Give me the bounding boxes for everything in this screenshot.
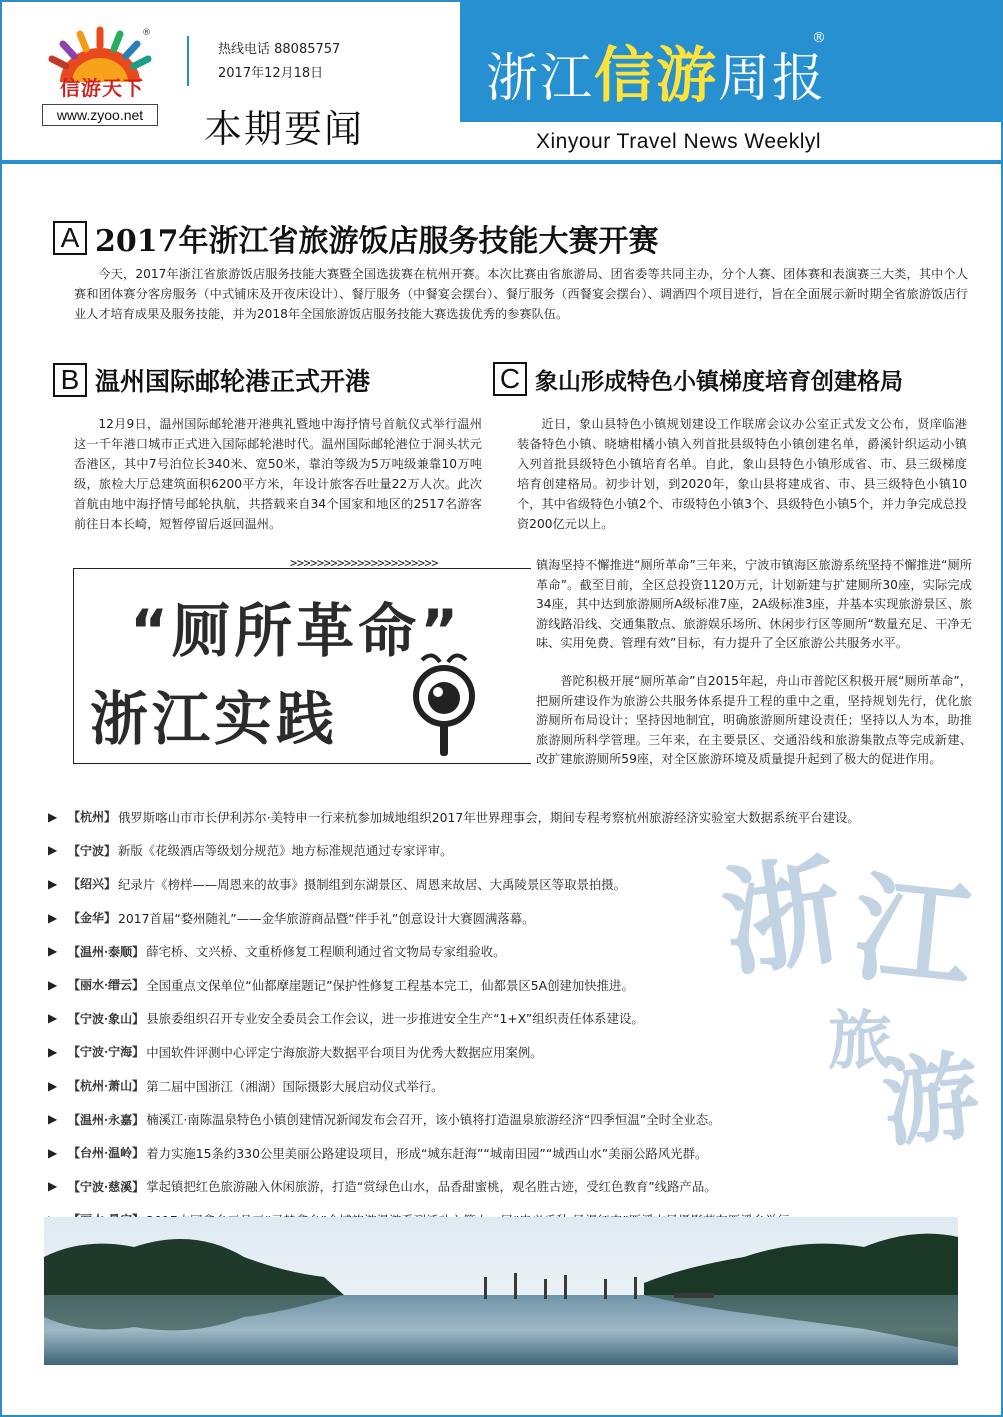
feature-para-putuo: 普陀积极开展“厕所革命”自2015年起，舟山市普陀区积极开展“厕所革命”，把厕所建设作为旅游公共服务体系提升工程的重中之重，坚持规划先行，优化旅游厕所布局设计；坚持因地制宜，明确旅游厕所建设责任；坚持以人为本，助推旅游厕所科学管理。三年来，在主要景区、交通沿线和旅游集散点等完成新建、改扩建旅游厕所59座，对全区旅游环境及质量提升起到了极大的促进作用。 [536,674,972,766]
issue-title: 本期要闻 [204,107,365,151]
section-c-heading [493,362,903,396]
region-tag: 【宁波】 [68,843,117,858]
magnifier-eye-icon [404,650,484,760]
region-tag: 【金华】 [68,911,117,926]
section-b-letter: B [53,363,87,397]
calligraphy-char-2: 江 [847,857,979,1008]
list-item[interactable] [48,1035,978,1069]
registered-mark: ® [142,28,151,38]
region-tag: 【杭州·萧山】 [68,1079,145,1094]
section-b-title: 温州国际邮轮港正式开港 [95,367,371,396]
list-item[interactable] [48,834,978,868]
play-arrow-icon: ▶ [48,944,58,959]
masthead-title [486,28,826,114]
news-text: 2017首届“婺州随礼”——金华旅游商品暨“伴手礼”创意设计大赛圆满落幕。 [118,910,535,926]
calligraphy-char-3: 旅 [828,1004,892,1079]
region-tag: 【台州·温岭】 [68,1146,145,1161]
news-text: 全国重点文保单位“仙都摩崖题记”保护性修复工程基本完工，仙都景区5A创建加快推进。 [146,977,634,993]
list-item[interactable] [48,867,978,901]
play-arrow-icon: ▶ [48,977,58,992]
region-tag: 【宁波·慈溪】 [68,1179,145,1194]
news-text: 着力实施15条约330公里美丽公路建设项目，形成“城东赶海”“城南田园”“城西山水”美丽公路风光群。 [146,1145,708,1161]
header-rule [2,160,1001,164]
masthead-brand: 信游 [594,41,719,111]
section-c-body: 近日，象山县特色小镇规划建设工作联席会议办公室正式发文公布，贤庠临港装备特色小镇、晓塘柑橘小镇入列首批县级特色小镇创建名单，爵溪针织运动小镇入列首批县级特色小镇培育名单。自此，象山县特色小镇形成省、市、县三级梯度培育创建格局。初步计划，到2020年，象山县将建成省、市、县三级特色小镇10个，其中省级特色小镇2个、市级特色小镇3个、县级特色小镇5个，并力争完成总投资200亿元以上。 [517,417,967,531]
calligraphy-char-4: 游 [877,1038,985,1161]
news-text: 俄罗斯喀山市市长伊利苏尔·美特申一行来杭参加城地组织2017年世界理事会，期间专程考察杭州旅游经济实验室大数据系统平台建设。 [118,809,860,825]
logo-text: 信游天下 [60,76,144,100]
list-item[interactable] [48,1136,978,1170]
region-tag: 【绍兴】 [68,877,117,892]
play-arrow-icon: ▶ [48,1011,58,1026]
header-divider [187,36,189,86]
section-a-body: 今天，2017年浙江省旅游饭店服务技能大赛暨全国选拔赛在杭州开赛。本次比赛由省旅游局、团省委等共同主办，分个人赛、团体赛和表演赛三大类，其中个人赛和团体赛分客房服务（中式铺床及开夜床设计）、餐厅服务（中餐宴会摆台）、餐厅服务（西餐宴会摆台）、调酒四个项目进行，旨在全面展示新时期全省旅游饭店行业人才培育成果及服务技能，并为2018年全国旅游饭店服务技能大赛选拔优秀的参赛队伍。 [74,267,968,321]
list-item[interactable] [48,1069,978,1103]
section-c-title: 象山形成特色小镇梯度培育创建格局 [535,367,903,395]
feature-headline-2: 浙江实践 [90,685,339,753]
masthead-registered-mark: ® [812,30,826,46]
region-tag: 【杭州】 [68,810,117,825]
list-item[interactable] [48,901,978,935]
list-item[interactable] [48,1002,978,1036]
list-item[interactable] [48,968,978,1002]
list-item[interactable] [48,800,978,834]
lake-landscape-photo [44,1217,958,1365]
calligraphy-char-1: 浙 [714,839,851,994]
play-arrow-icon: ▶ [48,876,58,891]
list-item[interactable] [48,934,978,968]
play-arrow-icon: ▶ [48,910,58,925]
issue-date: 2017年12月18日 [218,66,324,81]
section-a-heading [53,216,659,260]
play-arrow-icon: ▶ [48,1112,58,1127]
news-text: 掌起镇把红色旅游融入休闲旅游，打造“赏绿色山水，品香甜蜜桃，观名胜古迹，受红色教育”线路产品。 [146,1179,717,1195]
news-text: 中国软件评测中心评定宁海旅游大数据平台项目为优秀大数据应用案例。 [146,1044,543,1060]
section-b-heading [53,362,370,398]
play-arrow-icon: ▶ [48,809,58,824]
news-list [48,800,978,1237]
region-tag: 【宁波·宁海】 [68,1045,145,1060]
play-arrow-icon: ▶ [48,1044,58,1059]
play-arrow-icon: ▶ [48,1179,58,1194]
region-tag: 【温州·泰顺】 [68,944,145,959]
hotline-text: 热线电话 88085757 [218,42,341,57]
feature-para-zhenhai: 镇海坚持不懈推进“厕所革命”三年来，宁波市镇海区旅游系统坚持不懈推进“厕所革命”。截至目前，全区总投资1120万元，计划新建与扩建厕所30座，实际完成34座，其中达到旅游厕所A级标准7座，2A级标准3座，并基本实现旅游景区、旅游线路沿线、交通集散点、旅游娱乐场所、休闲步行区等厕所“数量充足、干净无味、实用免费、管理有效”目标，有力提升了全区旅游公共服务水平。 [536,558,972,650]
region-tag: 【宁波·象山】 [68,1011,145,1026]
region-tag: 【温州·永嘉】 [68,1112,145,1127]
site-url-link[interactable]: www.zyoo.net [42,104,158,126]
masthead-subtitle: Xinyour Travel News Weeklyl [536,130,822,153]
news-text: 县旅委组织召开专业安全委员会工作会议，进一步推进安全生产“1+X”组织责任体系建设。 [146,1011,644,1027]
section-a-letter: A [53,221,87,255]
news-text: 楠溪江·南陈温泉特色小镇创建情况新闻发布会召开，该小镇将打造温泉旅游经济“四季恒温”全时全业态。 [146,1112,721,1128]
brand-logo[interactable] [34,26,164,126]
section-a-title: 2017年浙江省旅游饭店服务技能大赛开赛 [95,224,659,259]
news-text: 第二届中国浙江（湘湖）国际摄影大展启动仪式举行。 [146,1078,444,1094]
header-info [218,38,340,86]
list-item[interactable] [48,1170,978,1204]
play-arrow-icon: ▶ [48,1145,58,1160]
section-b-body: 12月9日，温州国际邮轮港开港典礼暨地中海抒情号首航仪式举行温州这一千年港口城市正式进入国际邮轮港时代。温州国际邮轮港位于洞头状元岙港区，其中7号泊位长340米、宽50米，靠泊等级为5万吨级兼靠10万吨级，旅检大厅总建筑面积6200平方米，年设计旅客吞吐量22万人次。此次首航由地中海抒情号邮轮执航，共搭载来自34个国家和地区的2517名游客前往日本长崎，短暂停留后返回温州。 [74,417,482,531]
play-arrow-icon: ▶ [48,843,58,858]
masthead-pre: 浙江 [486,49,595,109]
play-arrow-icon: ▶ [48,1078,58,1093]
news-text: 薛宅桥、文兴桥、文重桥修复工程顺利通过省文物局专家组验收。 [146,944,506,960]
masthead-post: 周报 [718,49,827,109]
list-item[interactable] [48,1102,978,1136]
news-text: 纪录片《榜样——周恩来的故事》摄制组到东湖景区、周恩来故居、大禹陵景区等取景拍摄。 [118,876,627,892]
section-c-letter: C [493,362,527,396]
region-tag: 【丽水·缙云】 [68,978,145,993]
feature-headline-1: “厕所革命” [130,597,463,665]
masthead [460,0,1001,122]
arrow-divider: >>>>>>>>>>>>>>>>>>>>>> [290,556,438,570]
news-text: 新版《花级酒店等级划分规范》地方标准规范通过专家评审。 [118,843,453,859]
